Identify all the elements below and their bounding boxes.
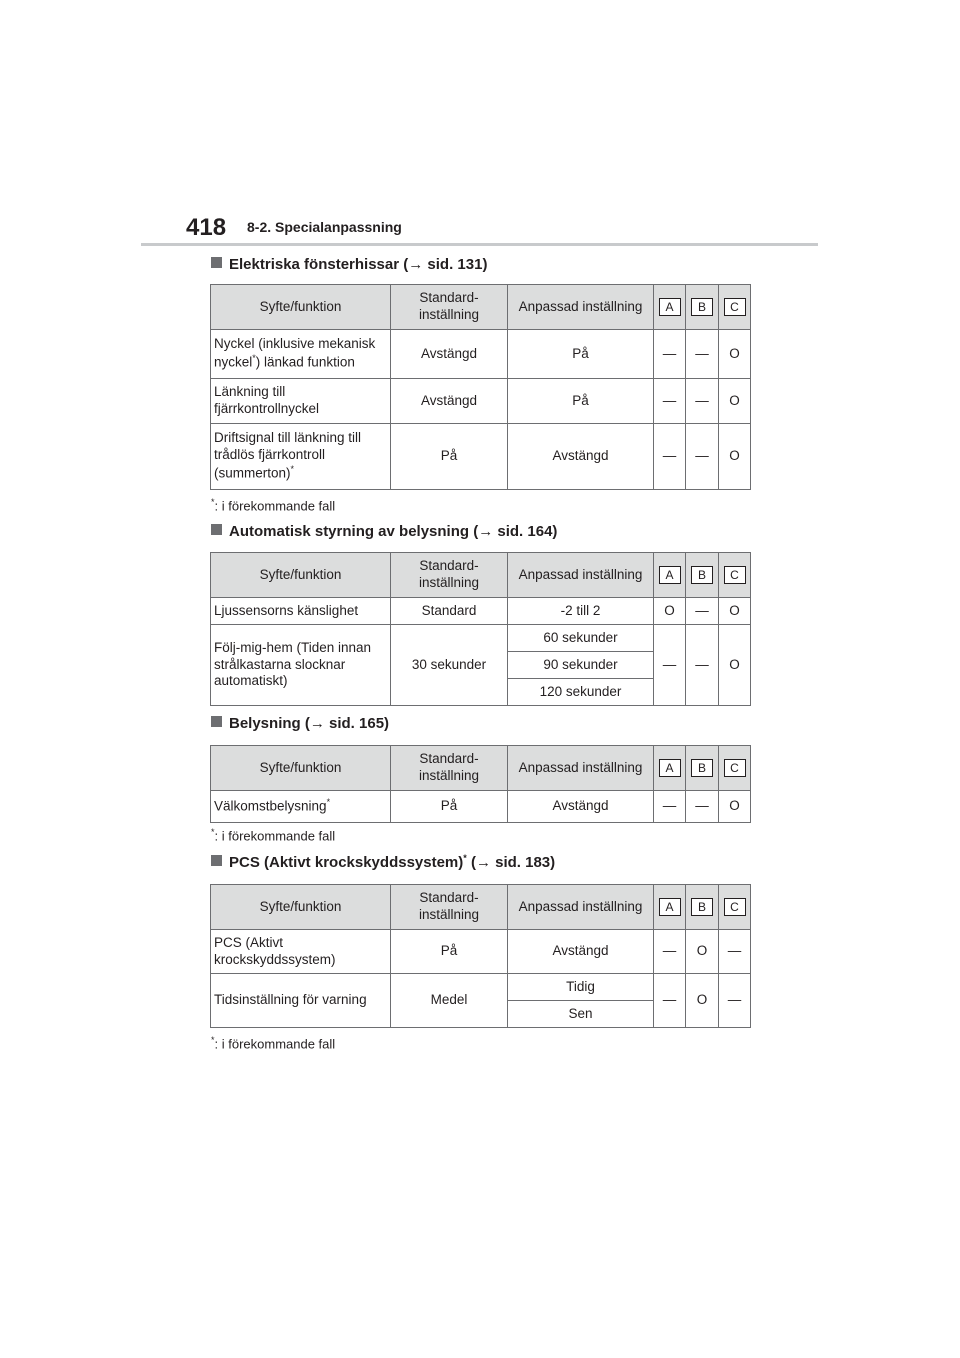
col-a [654,553,686,598]
bullet-square-icon [211,524,222,535]
col-purpose: Syfte/funktion [211,285,391,330]
cell-c: O [719,625,751,706]
cell-custom: Avstängd [508,930,654,974]
table-header-row [211,285,751,330]
table-header-row [211,553,751,598]
cell-a: — [654,974,686,1028]
cell-c: — [719,930,751,974]
box-a-icon: A [659,566,681,584]
cell-c: O [719,424,751,490]
page-header [0,0,960,250]
box-c-icon: C [724,566,746,584]
box-b-icon: B [691,298,713,316]
cell-default: Medel [391,974,508,1028]
box-c-icon: C [724,759,746,777]
col-b [686,746,719,791]
cell-c: O [719,330,751,379]
cell-purpose: Tidsinställning för varning [211,974,391,1028]
cell-c: O [719,598,751,625]
col-custom: Anpassad inställning [508,885,654,930]
col-b [686,885,719,930]
cell-custom-option: Tidig [508,974,654,1001]
cell-default: På [391,791,508,823]
box-a-icon: A [659,298,681,316]
cell-custom: Avstängd [508,424,654,490]
cell-custom-option: 60 sekunder [508,625,654,652]
cell-custom-option: 90 sekunder [508,652,654,679]
cell-purpose: PCS (Aktivt krockskyddssystem) [211,930,391,974]
cell-a: — [654,379,686,424]
cell-purpose: Ljussensorns känslighet [211,598,391,625]
col-custom: Anpassad inställning [508,746,654,791]
cell-a: — [654,791,686,823]
table-row [211,791,751,823]
cell-default: Standard [391,598,508,625]
cell-b: — [686,598,719,625]
box-a-icon: A [659,898,681,916]
cell-b: — [686,625,719,706]
col-a [654,746,686,791]
table-row [211,974,751,1001]
cell-a: — [654,330,686,379]
heading-lighting: Belysning (→ sid. 165) [211,715,389,732]
box-c-icon: C [724,898,746,916]
cell-purpose: Följ-mig-hem (Tiden innan strålkastarna slocknar automatiskt) [211,625,391,706]
cell-custom-option: 120 sekunder [508,679,654,706]
cell-custom: På [508,379,654,424]
table-auto-lights [210,552,751,706]
box-b-icon: B [691,566,713,584]
heading-pcs: PCS (Aktivt krockskyddssystem)* (→ sid. 183) [211,853,555,871]
bullet-square-icon [211,257,222,268]
table-row [211,625,751,652]
col-c [719,553,751,598]
cell-b: — [686,424,719,490]
cell-a: — [654,930,686,974]
col-default: Standard- inställning [391,553,508,598]
cell-purpose: Välkomstbelysning* [211,791,391,823]
table-row [211,330,751,379]
footnote: *: i förekommande fall [211,497,336,514]
cell-custom: -2 till 2 [508,598,654,625]
footnote: *: i förekommande fall [211,827,336,844]
cell-purpose: Driftsignal till länkning till trådlös fjärrkontroll (summerton)* [211,424,391,490]
col-b [686,285,719,330]
cell-default: Avstängd [391,379,508,424]
cell-default: På [391,930,508,974]
cell-purpose: Länkning till fjärrkontrollnyckel [211,379,391,424]
table-row [211,379,751,424]
table-row [211,598,751,625]
col-c [719,285,751,330]
table-row [211,424,751,490]
table-lighting [210,745,751,823]
cell-custom: På [508,330,654,379]
col-default: Standard- inställning [391,285,508,330]
section-title: 8-2. Specialanpassning [247,219,402,235]
cell-c: O [719,379,751,424]
col-c [719,885,751,930]
bullet-square-icon [211,716,222,727]
col-custom: Anpassad inställning [508,553,654,598]
box-a-icon: A [659,759,681,777]
cell-a: — [654,625,686,706]
cell-c: — [719,974,751,1028]
cell-default: Avstängd [391,330,508,379]
header-divider [141,243,818,246]
cell-b: — [686,379,719,424]
table-power-windows [210,284,751,490]
col-purpose: Syfte/funktion [211,553,391,598]
table-header-row [211,885,751,930]
heading-power-windows: Elektriska fönsterhissar (→ sid. 131) [211,256,487,273]
col-purpose: Syfte/funktion [211,746,391,791]
box-b-icon: B [691,898,713,916]
col-default: Standard- inställning [391,885,508,930]
box-b-icon: B [691,759,713,777]
cell-a: O [654,598,686,625]
cell-b: — [686,791,719,823]
footnote: *: i förekommande fall [211,1035,336,1052]
page-number: 418 [186,214,227,241]
col-b [686,553,719,598]
col-a [654,285,686,330]
cell-default: På [391,424,508,490]
cell-custom: Avstängd [508,791,654,823]
bullet-square-icon [211,855,222,866]
cell-a: — [654,424,686,490]
cell-b: — [686,330,719,379]
cell-purpose: Nyckel (inklusive mekanisk nyckel*) länkad funktion [211,330,391,379]
table-row [211,930,751,974]
cell-b: O [686,930,719,974]
cell-default: 30 sekunder [391,625,508,706]
col-custom: Anpassad inställning [508,285,654,330]
cell-custom-option: Sen [508,1001,654,1028]
col-purpose: Syfte/funktion [211,885,391,930]
cell-b: O [686,974,719,1028]
col-default: Standard- inställning [391,746,508,791]
col-a [654,885,686,930]
box-c-icon: C [724,298,746,316]
heading-auto-lights: Automatisk styrning av belysning (→ sid. 164) [211,523,557,540]
col-c [719,746,751,791]
table-header-row [211,746,751,791]
table-pcs [210,884,751,1028]
cell-c: O [719,791,751,823]
